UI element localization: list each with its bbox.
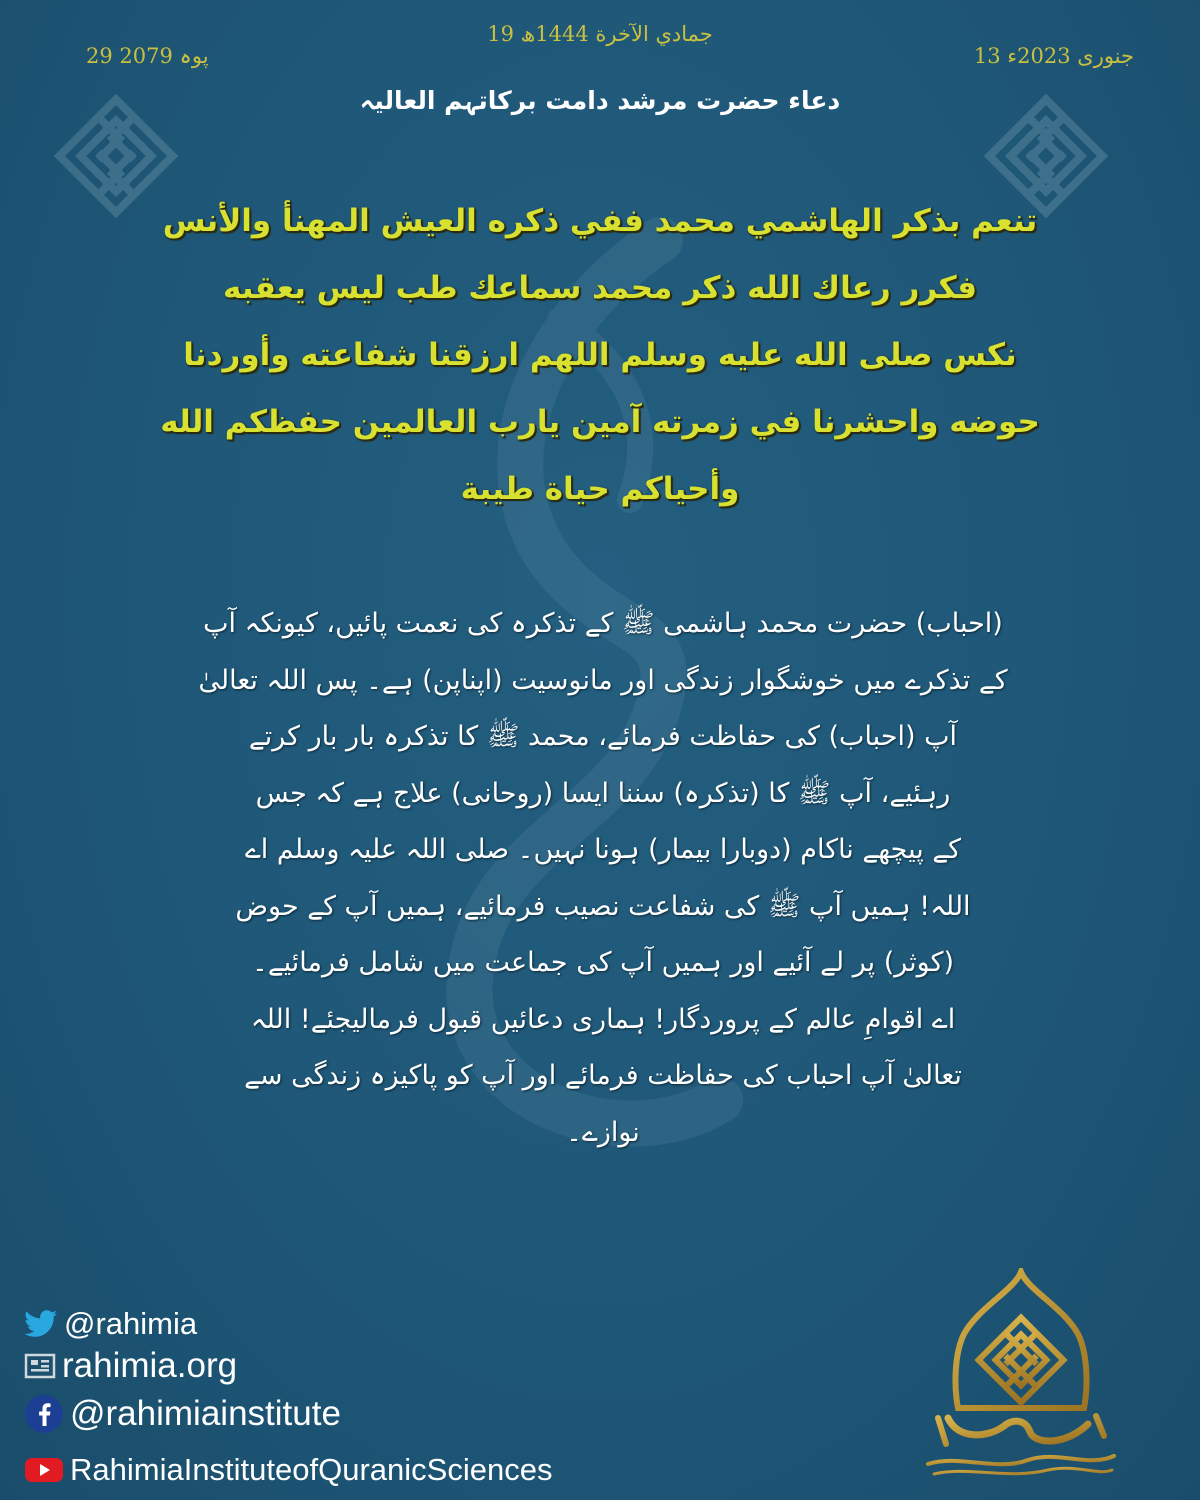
urdu-line: اے اقوامِ عالم کے پروردگار! ہماری دعائیں قبول فرمالیجئے! اللہ [250,1003,956,1035]
urdu-line: کے پیچھے ناکام (دوبارا بیمار) ہونا نہیں۔ صلی اللہ علیہ وسلم اے [244,834,962,865]
page-title: دعاء حضرت مرشد دامت برکاتہم العالیہ [359,86,841,115]
gregorian-date: 13 جنوری 2023ء [973,44,1134,68]
twitter-handle: @rahimia [64,1306,198,1341]
urdu-line: نوازے۔ [566,1116,640,1148]
arabic-line: فكرر رعاك الله ذكر محمد سماعك طب ليس يعقبه [222,270,978,306]
web-icon [24,1352,56,1380]
youtube-link[interactable] [24,1452,552,1488]
twitter-icon [24,1310,58,1338]
rahimia-logo [918,1268,1124,1482]
hijri-date: 19 جمادي الآخرة 1444ھ [487,22,713,46]
urdu-line: اللہ! ہمیں آپ ﷺ کی شفاعت نصیب فرمائیے، ہمیں آپ کے حوض [235,890,971,922]
urdu-translation [186,596,1020,1161]
website-url: rahimia.org [62,1346,238,1385]
facebook-icon [24,1394,64,1434]
facebook-link[interactable] [24,1394,341,1434]
urdu-line: (احباب) حضرت محمد ہاشمی ﷺ کے تذکرہ کی نعمت پائیں، کیونکہ آپ [203,608,1003,639]
arabic-line: تنعم بذكر الهاشمي محمد ففي ذكره العيش المهنأ والأنس [162,203,1038,239]
arabic-line: وأحياكم حياة طيبة [460,471,740,507]
facebook-handle: @rahimiainstitute [70,1394,341,1433]
urdu-line: تعالیٰ آپ احباب کی حفاظت فرمائے اور آپ کو پاکیزہ زندگی سے [244,1060,962,1091]
urdu-line: رہئیے، آپ ﷺ کا (تذکرہ) سننا ایسا (روحانی) علاج ہے کہ جس [255,777,951,809]
youtube-icon [24,1456,64,1484]
arabic-line: حوضه واحشرنا في زمرته آمين يارب العالمين حفظكم الله [160,404,1040,440]
arabic-line: نكس صلى الله عليه وسلم اللهم ارزقنا شفاعته وأوردنا [183,337,1017,373]
urdu-line: (کوثر) پر لے آئیے اور ہمیں آپ کی جماعت میں شامل فرمائیے۔ [252,947,954,978]
website-link[interactable] [24,1346,237,1386]
twitter-link[interactable] [24,1306,197,1342]
urdu-line: کے تذکرے میں خوشگوار زندگی اور مانوسیت (اپناپن) ہے۔ پس اللہ تعالیٰ [198,664,1008,696]
youtube-channel: RahimiaInstituteofQuranicSciences [70,1452,553,1487]
bikrami-date: 29 پوہ 2079 [86,44,209,68]
arabic-verse [130,188,1070,523]
urdu-line: آپ (احباب) کی حفاظت فرمائے، محمد ﷺ کا تذکرہ بار بار کرتے [248,721,958,752]
